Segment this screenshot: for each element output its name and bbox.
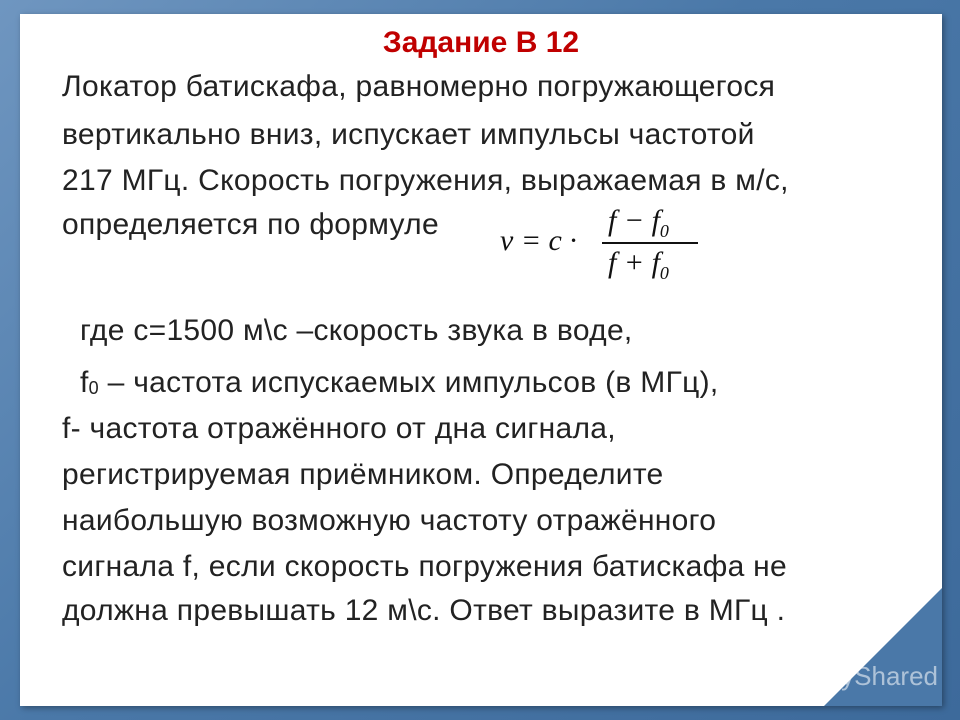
myshared-logo-icon bbox=[784, 662, 814, 692]
text-line-1: Локатор батискафа, равномерно погружающегося bbox=[62, 70, 776, 103]
slide-paper bbox=[20, 14, 942, 706]
text-line-10: сигнала f, если скорость погружения батискафа не bbox=[62, 550, 788, 583]
text-line-6: f0 – частота испускаемых импульсов (в МГц), bbox=[80, 366, 719, 399]
watermark bbox=[784, 661, 939, 692]
text-line-2: вертикально вниз, испускает импульсы частотой bbox=[62, 118, 755, 151]
watermark-text: MyShared bbox=[819, 661, 938, 691]
text-line-8: регистрируемая приёмником. Определите bbox=[62, 458, 664, 491]
f0-symbol: f0 bbox=[80, 366, 99, 399]
text-line-7: f- частота отражённого от дна сигнала, bbox=[62, 412, 616, 445]
task-title: Задание В 12 bbox=[382, 26, 580, 59]
formula-numerator: $f - f_0$ bbox=[608, 204, 669, 241]
text-line-4: определяется по формуле bbox=[62, 208, 439, 241]
text-line-9: наибольшую возможную частоту отражённого bbox=[62, 504, 717, 537]
formula-denominator: $f + f_0$ bbox=[608, 246, 669, 283]
text-line-3: 217 МГц. Скорость погружения, выражаемая в м/с, bbox=[62, 164, 789, 197]
fraction-bar bbox=[602, 242, 698, 244]
text-line-11: должна превышать 12 м\с. Ответ выразите в МГц . bbox=[62, 594, 786, 627]
text-line-5: где с=1500 м\с –скорость звука в воде, bbox=[80, 314, 633, 347]
velocity-formula bbox=[500, 204, 700, 284]
formula-lhs: v = c · bbox=[500, 224, 577, 257]
